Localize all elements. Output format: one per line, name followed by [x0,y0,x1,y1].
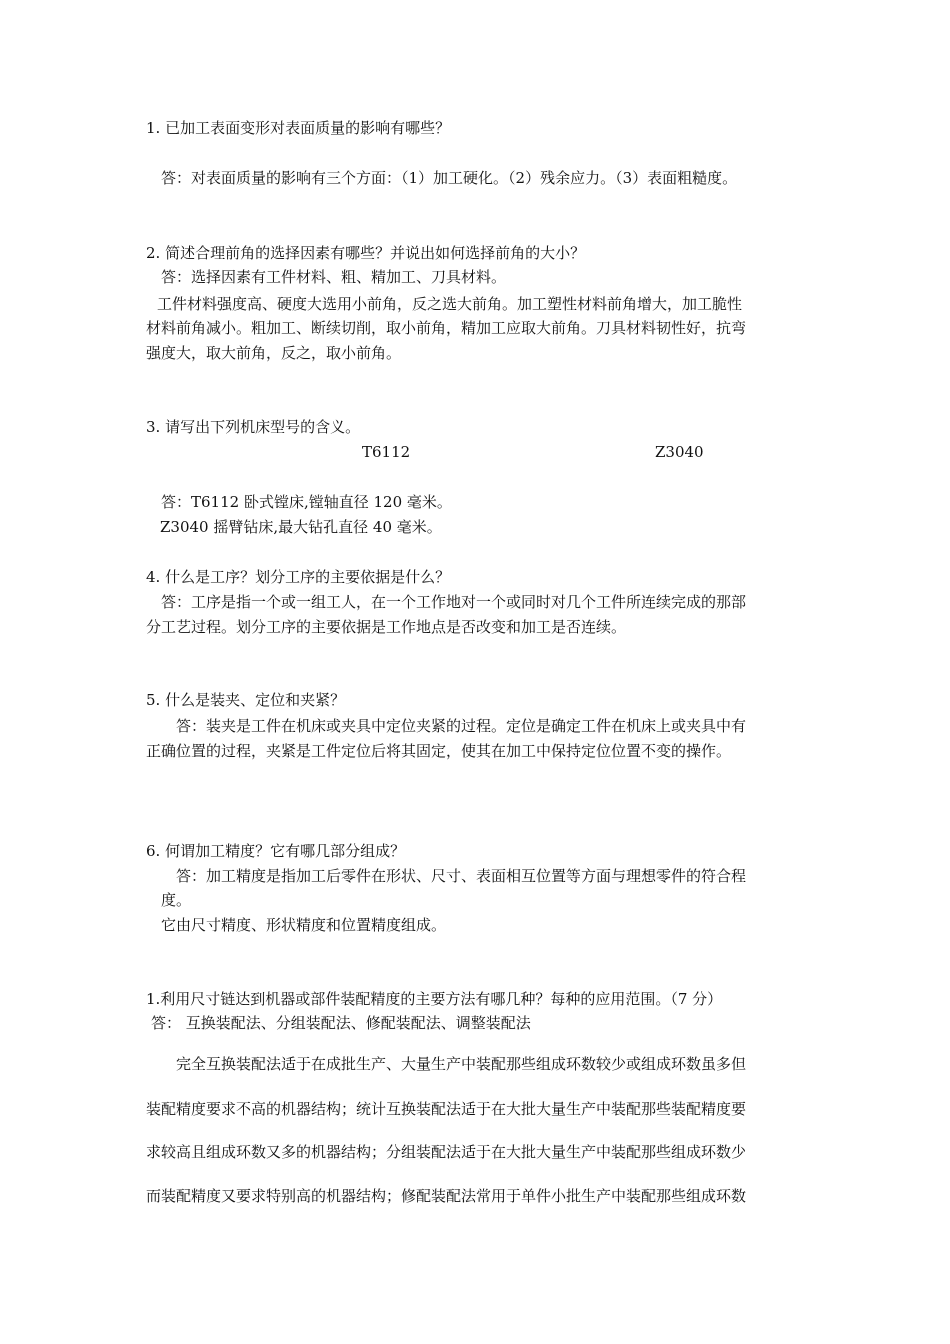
question-3: 3. 请写出下列机床型号的含义。 [146,418,361,436]
answer-6-line: 它由尺寸精度、形状精度和位置精度组成。 [161,916,447,934]
answer-5-line: 答：装夹是工件在机床或夹具中定位夹紧的过程。定位是确定工件在机床上或夹具中有 [176,717,747,735]
answer-3-line: Z3040 摇臂钻床,最大钻孔直径 40 毫米。 [160,518,442,536]
answer-2-line: 强度大，取大前角，反之，取小前角。 [146,344,402,362]
answer-7-paragraph-line: 而装配精度又要求特别高的机器结构；修配装配法常用于单件小批生产中装配那些组成环数 [146,1187,747,1205]
question-4: 4. 什么是工序？划分工序的主要依据是什么？ [146,568,451,586]
question-1: 1. 已加工表面变形对表面质量的影响有哪些？ [146,119,451,137]
answer-7-paragraph-line: 完全互换装配法适于在成批生产、大量生产中装配那些组成环数较少或组成环数虽多但 [176,1055,747,1073]
answer-2-line: 材料前角减小。粗加工、断续切削，取小前角，精加工应取大前角。刀具材料韧性好，抗弯 [146,319,747,337]
answer-1: 答：对表面质量的影响有三个方面：（1）加工硬化。（2）残余应力。（3）表面粗糙度。 [161,169,738,187]
answer-4-line: 答：工序是指一个或一组工人，在一个工作地对一个或同时对几个工件所连续完成的那部 [161,593,747,611]
answer-6-line: 答：加工精度是指加工后零件在形状、尺寸、表面相互位置等方面与理想零件的符合程 [176,867,747,885]
question-7: 1.利用尺寸链达到机器或部件装配精度的主要方法有哪几种？每种的应用范围。（7 分） [146,990,723,1008]
question-2: 2. 简述合理前角的选择因素有哪些？并说出如何选择前角的大小？ [146,244,586,262]
answer-3-line: 答：T6112 卧式镗床,镗轴直径 120 毫米。 [161,493,452,511]
machine-model-z3040: Z3040 [655,443,704,461]
answer-7-paragraph-line: 求较高且组成环数又多的机器结构；分组装配法适于在大批大量生产中装配那些组成环数少 [146,1143,747,1161]
answer-5-line: 正确位置的过程，夹紧是工件定位后将其固定，使其在加工中保持定位位置不变的操作。 [146,742,732,760]
answer-7: 答： 互换装配法、分组装配法、修配装配法、调整装配法 [151,1014,531,1032]
machine-model-t6112: T6112 [362,443,411,461]
answer-7-paragraph-line: 装配精度要求不高的机器结构；统计互换装配法适于在大批大量生产中装配那些装配精度要 [146,1100,747,1118]
answer-2-line: 答：选择因素有工件材料、粗、精加工、刀具材料。 [161,268,507,286]
answer-4-line: 分工艺过程。划分工序的主要依据是工作地点是否改变和加工是否连续。 [146,618,627,636]
question-6: 6. 何谓加工精度？它有哪几部分组成？ [146,842,406,860]
answer-6-line: 度。 [161,891,192,909]
answer-2-line: 工件材料强度高、硬度大选用小前角，反之选大前角。加工塑性材料前角增大，加工脆性 [157,295,743,313]
question-5: 5. 什么是装夹、定位和夹紧？ [146,691,346,709]
